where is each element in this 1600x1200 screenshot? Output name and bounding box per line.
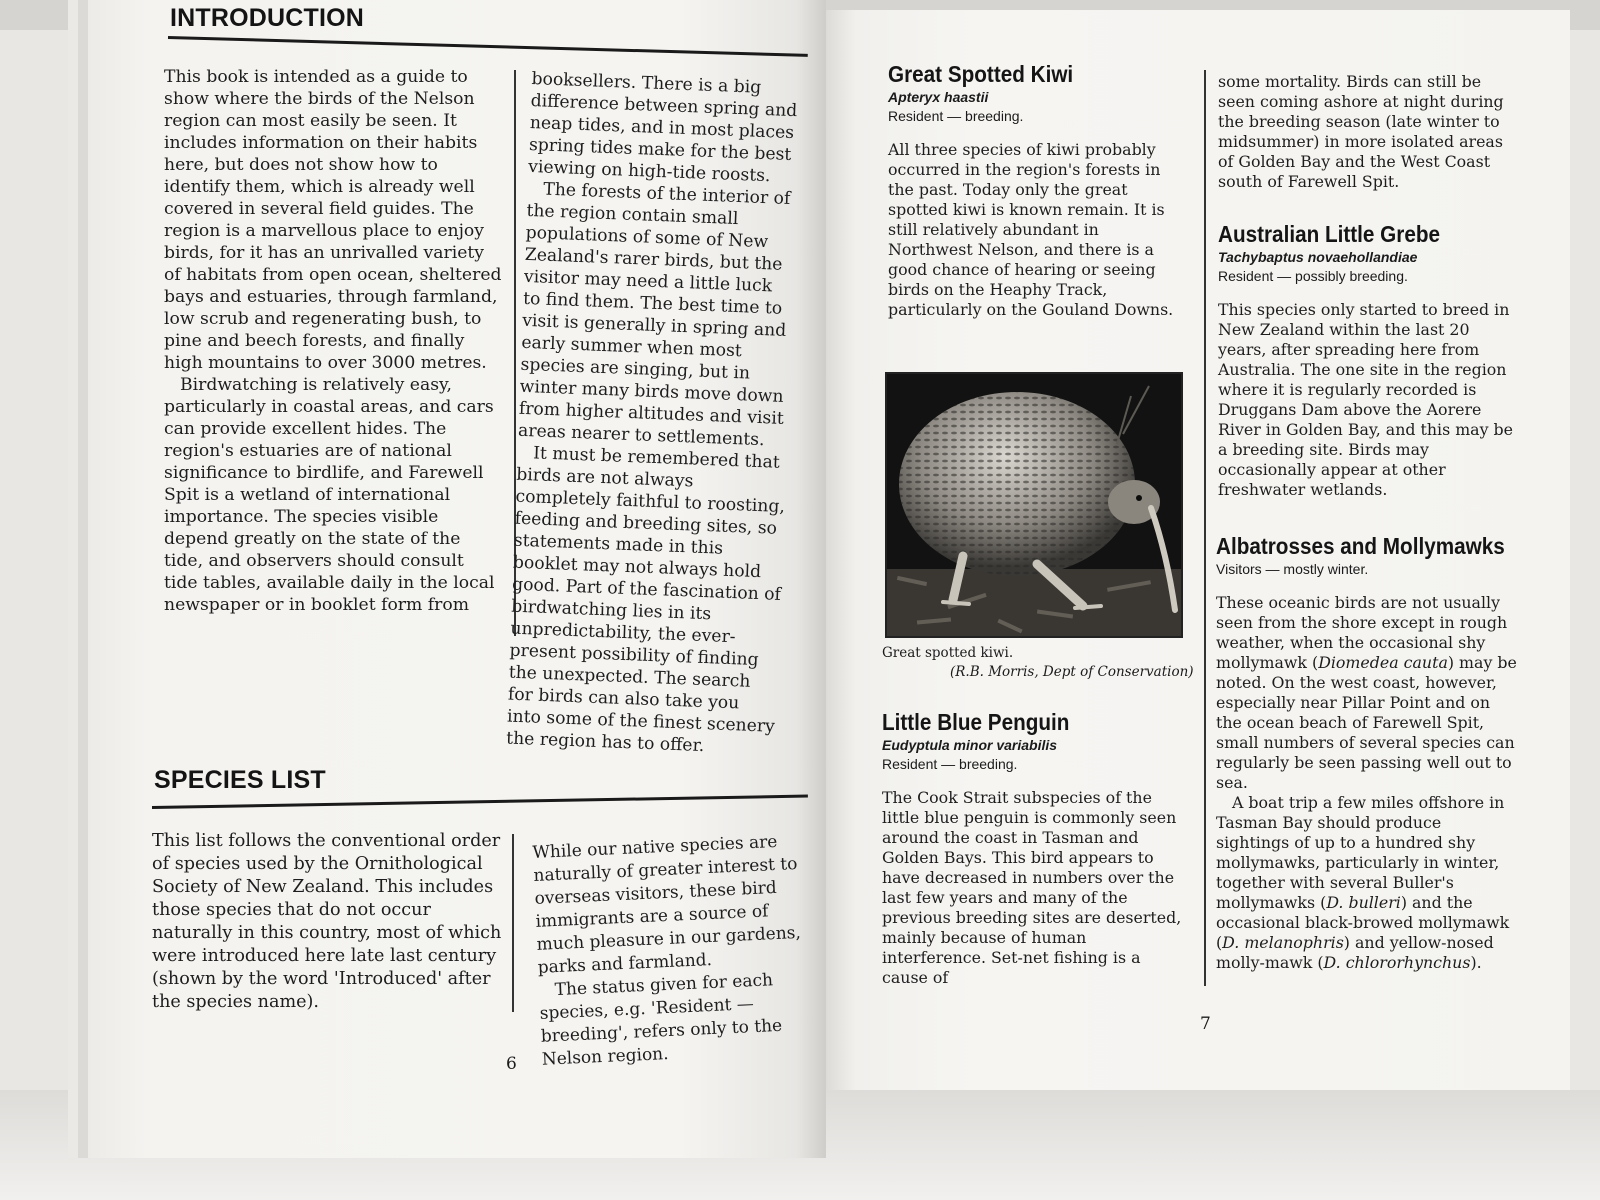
page-number: 7 [1200, 1014, 1211, 1034]
paragraph: booksellers. There is a big difference between spring and neap tides, and in most places spring tides make for the best viewing on high-tide roosts. [527, 68, 798, 187]
introduction-heading: INTRODUCTION [170, 4, 365, 32]
species-name: Great Spotted Kiwi [888, 61, 1074, 87]
latin-term: D. chlororhynchus [1323, 953, 1471, 972]
right-page [826, 10, 1570, 1090]
species-status: Resident — breeding. [888, 108, 1024, 124]
species-entry-australian-little-grebe [1218, 220, 1518, 500]
column-divider [1204, 70, 1206, 986]
introduction-column-1 [164, 66, 502, 616]
kiwi-continued-text: some mortality. Birds can still be seen coming ashore at night during the breeding season (late winter to midsummer) in more isolated areas of Golden Bay and the West Coast south of Farewell Spit. [1218, 72, 1504, 191]
species-list-column-1 [152, 830, 504, 1014]
paragraph: While our native species are naturally of greater interest to overseas visitors, these bird immigrants are a source of much pleasure in our gardens, parks and farmland. [532, 831, 802, 978]
page-number: 6 [506, 1054, 517, 1074]
paragraph: The forests of the interior of the region contain small populations of some of New Zealand's rarer birds, but the visitor may need a little luck to find them. The best time to visit is generally in spring and early summer when most species are singing, but in winter many birds move down from higher altitudes and visit areas nearer to settlements. [517, 179, 791, 451]
left-page [88, 0, 826, 1158]
species-latin-name: Apteryx haastii [888, 89, 989, 105]
species-entry-great-spotted-kiwi [888, 60, 1188, 320]
species-status: Resident — breeding. [882, 756, 1018, 772]
paragraph: It must be remembered that birds are not always completely faithful to roosting, feeding and breeding sites, so statements made in this booklet may not always hold good. Part of the fascination of birdwatching lies in its unpredictability, the ever-present possibility of finding the unexpected. The search for birds can also take you into some of the finest scenery the region has to offer. [505, 443, 786, 757]
species-latin-name: Tachybaptus novaehollandiae [1218, 249, 1418, 265]
species-name: Little Blue Penguin [882, 709, 1070, 735]
column-divider [512, 834, 514, 1012]
kiwi-illustration [887, 374, 1181, 636]
species-status: Visitors — mostly winter. [1216, 561, 1369, 577]
paragraph: This list follows the conventional order of species used by the Ornithological Society of New Zealand. This includes those species that do not occur naturally in this country, most of which were introduced here late last century (shown by the word 'Introduced' after the species name). [152, 831, 502, 1012]
text-run: A boat trip a few miles offshore in Tasman Bay should produce sightings of up to a hundred shy mollymawks, particularly in winter, together with several Buller's mollymawks ( [1216, 793, 1505, 912]
species-description: This species only started to breed in New Zealand within the last 20 years, after spreading here from Australia. The one site in the region where it is regularly recorded is Druggans Dam above the Aorere River in Golden Bay, and this may be a breeding site. Birds may occasionally appear at other freshwater wetlands. [1218, 300, 1514, 499]
introduction-rule [168, 36, 808, 57]
text-run: ) and yellow-nosed molly-mawk ( [1216, 933, 1494, 972]
caption-text: Great spotted kiwi. [882, 645, 1014, 661]
species-description: The Cook Strait subspecies of the little blue penguin is commonly seen around the coast in Tasman and Golden Bays. This bird appears to have decreased in numbers over the last few years and many of the previous breeding sites are deserted, mainly because of human interference. Set-net fishing is a cause of [882, 788, 1182, 987]
kiwi-photo [885, 372, 1183, 638]
paragraph: This book is intended as a guide to show where the birds of the Nelson region can most easily be seen. It includes information on their habits here, but does not show how to identify them, which is already well covered in several field guides. The region is a marvellous place to enjoy birds, for it has an unrivalled variety of habitats from open ocean, sheltered bays and estuaries, through farmland, low scrub and regenerating bush, to pine and beech forests, and finally high mountains to over 3000 metres. [164, 67, 502, 373]
photo-credit: (R.B. Morris, Dept of Conservation) [950, 664, 1194, 680]
species-list-column-2 [532, 830, 810, 1072]
paragraph: Birdwatching is relatively easy, particularly in coastal areas, and cars can provide excellent hides. The region's estuaries are of national significance to birdlife, and Farewell Spit is a wetland of international importance. The species visible depend greatly on the state of the tide, and observers should consult tide tables, available daily in the local newspaper or in booklet form from [164, 375, 495, 615]
species-entry-albatrosses [1216, 532, 1518, 973]
species-description [1216, 593, 1518, 973]
species-list-rule [152, 795, 808, 809]
species-latin-name: Eudyptula minor variabilis [882, 737, 1058, 753]
latin-term: D. bulleri [1326, 893, 1401, 912]
paragraph [1216, 593, 1518, 793]
introduction-column-2 [506, 68, 802, 760]
text-run: ). [1470, 953, 1482, 972]
photo-caption [882, 644, 1202, 682]
paragraph [1216, 793, 1518, 973]
species-entry-little-blue-penguin [882, 708, 1188, 988]
latin-term: Diomedea cauta [1318, 653, 1448, 672]
species-description: All three species of kiwi probably occurred in the region's forests in the past. Today only the great spotted kiwi is known remain. It is still relatively abundant in Northwest Nelson, and there is a good chance of hearing or seeing birds on the Heaphy Track, particularly on the Gouland Downs. [888, 140, 1174, 319]
species-name: Australian Little Grebe [1218, 221, 1441, 247]
species-status: Resident — possibly breeding. [1218, 268, 1408, 284]
species-list-heading: SPECIES LIST [154, 766, 326, 794]
species-name: Albatrosses and Mollymawks [1216, 533, 1505, 559]
text-run: These oceanic birds are not usually seen from the shore except in rough weather, when the occasional shy mollymawk ( [1216, 593, 1508, 672]
text-run: ) and the occasional black-browed mollymawk ( [1216, 893, 1510, 952]
text-run: ) may be noted. On the west coast, however, especially near Pillar Point and on the ocean beach of Farewell Spit, small numbers of several species can regularly be seen passing well out to sea. [1216, 653, 1517, 792]
paragraph: The status given for each species, e.g. 'Resident — breeding', refers only to the Nelson region. [539, 970, 783, 1070]
latin-term: D. melanophris [1222, 933, 1344, 952]
